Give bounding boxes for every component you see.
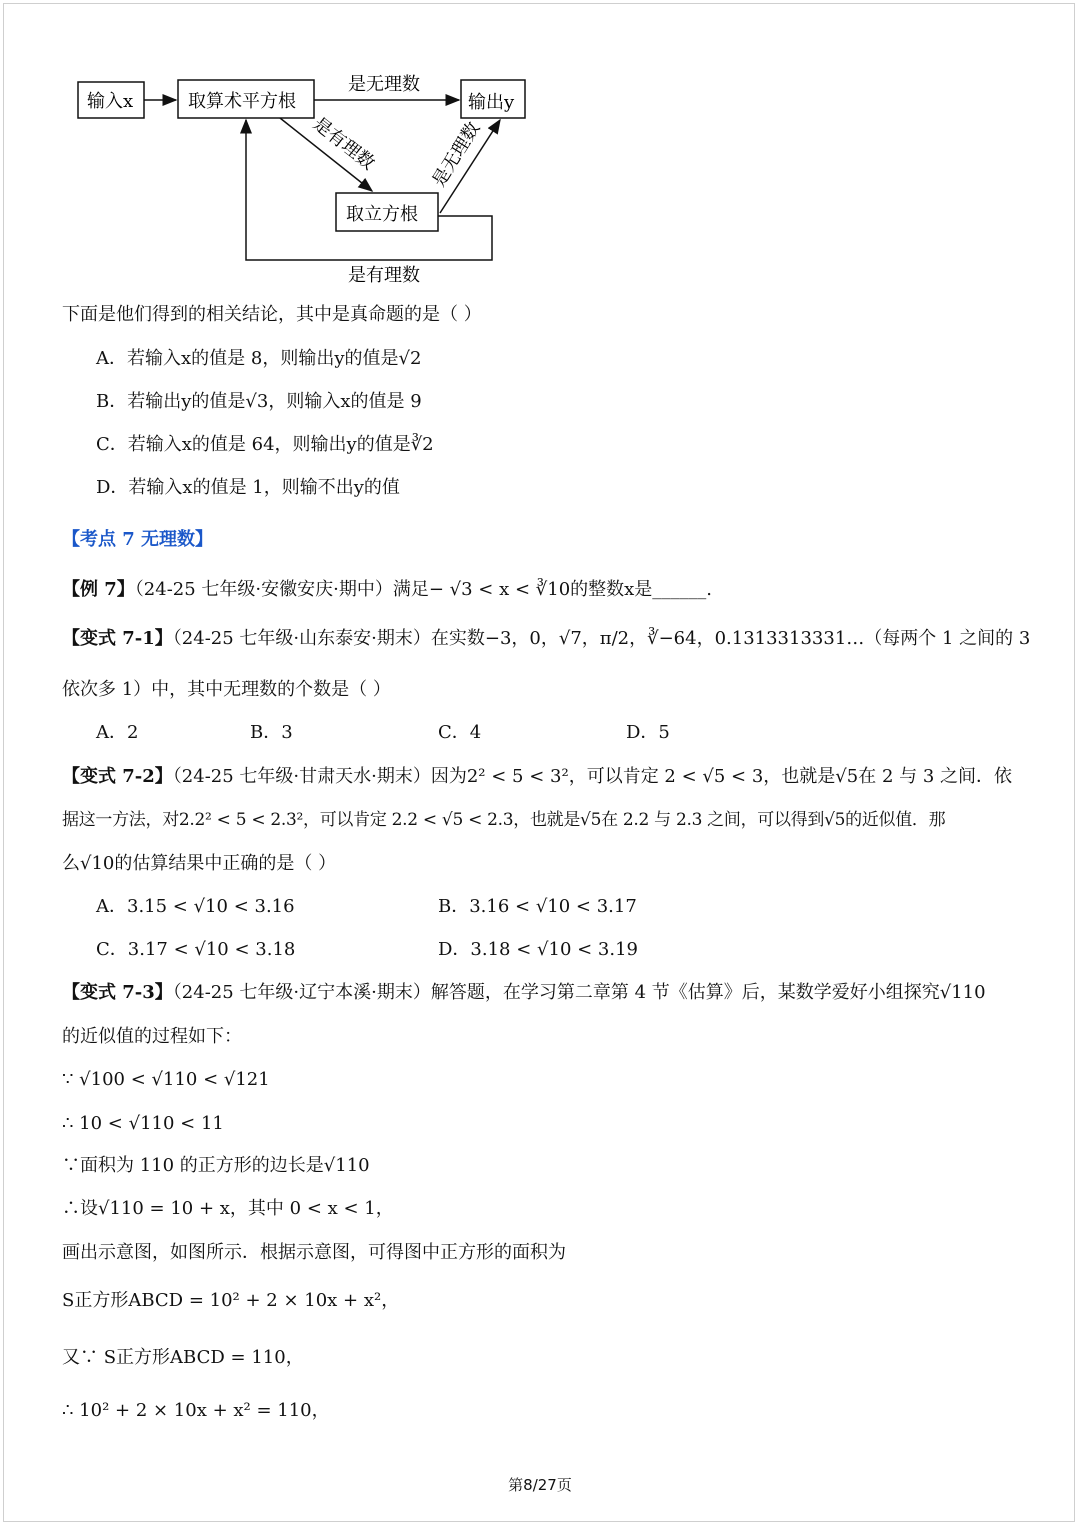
box-input-label: 输入x: [87, 91, 134, 112]
variant-7-1-option-d[interactable]: D．5: [626, 722, 670, 743]
box-output-label: 输出y: [468, 92, 515, 113]
variant-7-1-line1: 在实数−3，0，√7，π/2，∛−64，0.1313313331…（每两个 1 之间的 3: [430, 628, 1031, 649]
variant-7-2-line2: 据这一方法，对2.2² < 5 < 2.3²，可以肯定 2.2 < √5 < 2.3，也就是√5在 2.2 与 2.3 之间，可以得到√5的近似值．那: [62, 810, 946, 830]
variant-7-3-label: 【变式 7-3】: [62, 982, 173, 1003]
variant-7-3: [62, 980, 986, 1006]
variant-7-1-option-a[interactable]: A．2: [96, 722, 139, 743]
example-7-text: 满足− √3 < x < ∛10的整数x是______.: [392, 579, 713, 600]
variant-7-1-line2: 依次多 1）中，其中无理数的个数是（ ）: [62, 679, 391, 700]
q6-option-b[interactable]: B．若输出y的值是√3，则输入x的值是 9: [96, 391, 422, 412]
solution-step-6: S正方形ABCD = 10² + 2 × 10x + x²，: [62, 1290, 400, 1311]
variant-7-3-line2: 的近似值的过程如下：: [62, 1026, 242, 1047]
variant-7-2-line1: 因为2² < 5 < 3²，可以肯定 2 < √5 < 3，也就是√5在 2 与 3 之间．依: [430, 766, 1013, 787]
variant-7-1-option-b[interactable]: B．3: [250, 722, 293, 743]
edge-sqrt-rational: 是有理数: [308, 113, 379, 175]
variant-7-2-option-a[interactable]: A．3.15 < √10 < 3.16: [96, 896, 295, 917]
variant-7-2-option-b[interactable]: B．3.16 < √10 < 3.17: [438, 896, 637, 917]
variant-7-2-source: （24-25 七年级·甘肃天水·期末）: [172, 766, 431, 787]
variant-7-2-option-c[interactable]: C．3.17 < √10 < 3.18: [96, 939, 296, 960]
variant-7-2: [62, 764, 1012, 790]
variant-7-1-source: （24-25 七年级·山东泰安·期末）: [172, 628, 431, 649]
example-7-source: （24-25 七年级·安徽安庆·期中）: [134, 579, 393, 600]
solution-step-1: ∵ √100 < √110 < √121: [62, 1069, 270, 1090]
flow-diagram: [0, 0, 1080, 300]
solution-step-7: 又∵ S正方形ABCD = 110，: [62, 1347, 304, 1368]
edge-cbrt-rational: 是有理数: [348, 265, 420, 286]
variant-7-2-line3: 么√10的估算结果中正确的是（ ）: [62, 853, 337, 874]
q6-stem: 下面是他们得到的相关结论，其中是真命题的是（ ）: [62, 304, 482, 325]
solution-step-4: ∴设√110 = 10 + x，其中 0 < x < 1，: [62, 1198, 394, 1219]
q6-option-a[interactable]: A．若输入x的值是 8，则输出y的值是√2: [96, 348, 422, 369]
variant-7-1: [62, 626, 1030, 652]
variant-7-3-line1: 解答题，在学习第二章第 4 节《估算》后，某数学爱好小组探究√110: [430, 982, 986, 1003]
q6-option-c[interactable]: C．若输入x的值是 64，则输出y的值是∛2: [96, 434, 434, 455]
q6-option-d[interactable]: D．若输入x的值是 1，则输不出y的值: [96, 477, 400, 498]
section-heading: 【考点 7 无理数】: [62, 529, 214, 550]
variant-7-3-source: （24-25 七年级·辽宁本溪·期末）: [172, 982, 431, 1003]
variant-7-2-option-d[interactable]: D．3.18 < √10 < 3.19: [438, 939, 639, 960]
box-cbrt-label: 取立方根: [346, 204, 418, 225]
variant-7-1-option-c[interactable]: C．4: [438, 722, 482, 743]
example-7-label: 【例 7】: [62, 579, 135, 600]
solution-step-2: ∴ 10 < √110 < 11: [62, 1113, 224, 1134]
solution-step-3: ∵面积为 110 的正方形的边长是√110: [62, 1155, 370, 1176]
edge-cbrt-irrational: 是无理数: [428, 118, 485, 191]
solution-step-5: 画出示意图，如图所示．根据示意图，可得图中正方形的面积为: [62, 1242, 566, 1263]
page-number: 第8/27页: [508, 1476, 572, 1494]
box-sqrt-label: 取算术平方根: [188, 91, 296, 112]
variant-7-1-label: 【变式 7-1】: [62, 628, 173, 649]
solution-step-8: ∴ 10² + 2 × 10x + x² = 110，: [62, 1400, 330, 1421]
edge-sqrt-irrational: 是无理数: [348, 74, 420, 95]
variant-7-2-label: 【变式 7-2】: [62, 766, 173, 787]
example-7: [62, 577, 712, 603]
